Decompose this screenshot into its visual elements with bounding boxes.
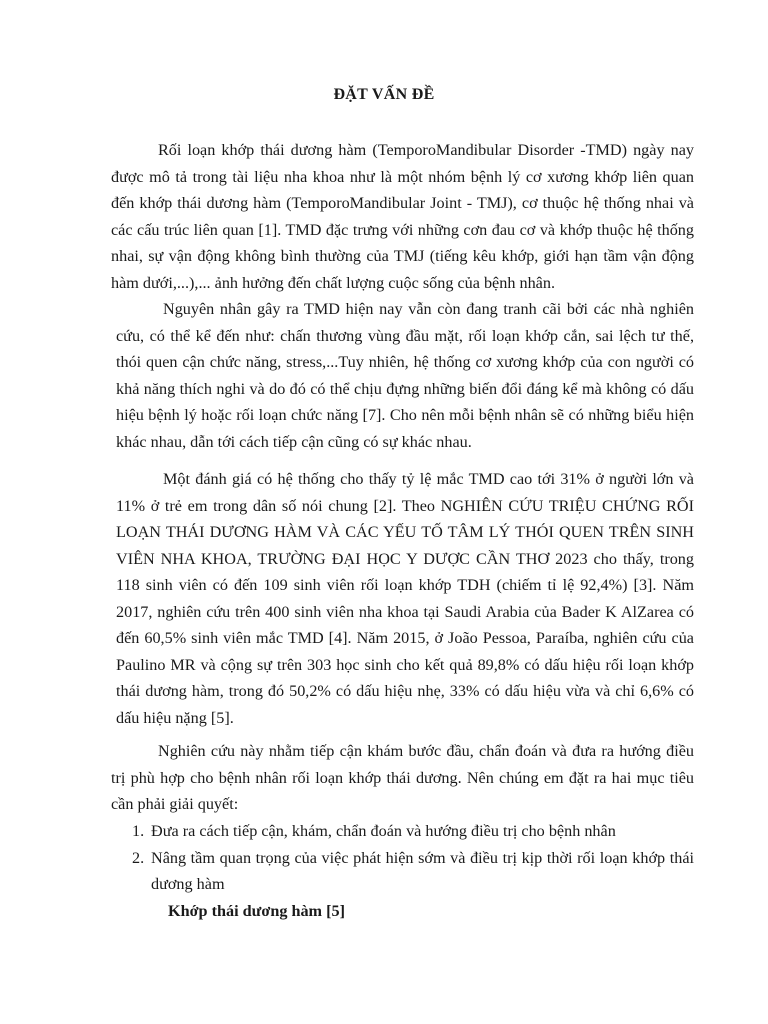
list-item-number: 1.: [132, 822, 145, 840]
list-item: [111, 818, 694, 845]
list-item-number: 2.: [132, 848, 145, 867]
objectives-list: [111, 818, 694, 898]
section-heading: Khớp thái dương hàm [5]: [168, 902, 345, 920]
list-item: [111, 845, 694, 898]
list-item-text: Nâng tầm quan trọng của việc phát hiện sớm và điều trị kịp thời rối loạn khớp thái dương hàm: [151, 848, 694, 893]
list-item-text: Đưa ra cách tiếp cận, khám, chẩn đoán và hướng điều trị cho bệnh nhân: [151, 822, 616, 840]
paragraph-prevalence: Một đánh giá có hệ thống cho thấy tỷ lệ mắc TMD cao tới 31% ở người lớn và 11% ở trẻ em trong dân số nói chung [2]. Theo NGHIÊN CỨU TRIỆU CHỨNG RỐI LOẠN THÁI DƯƠNG HÀM VÀ CÁC YẾU TỐ TÂM LÝ THÓI QUEN TRÊN SINH VIÊN NHA KHOA, TRƯỜNG ĐẠI HỌC Y DƯỢC CẦN THƠ 2023 cho thấy, trong 118 sinh viên có đến 109 sinh viên rối loạn khớp TDH (chiếm tỉ lệ 92,4%) [3]. Năm 2017, nghiên cứu trên 400 sinh viên nha khoa tại Saudi Arabia của Bader K AlZarea có đến 60,5% sinh viên mắc TMD [4]. Năm 2015, ở João Pessoa, Paraíba, nghiên cứu của Paulino MR và cộng sự trên 303 học sinh cho kết quả 89,8% có dấu hiệu rối loạn khớp thái dương hàm, trong đó 50,2% có dấu hiệu nhẹ, 33% có dấu hiệu vừa và chỉ 6,6% có dấu hiệu nặng [5].: [116, 470, 694, 727]
paragraph-aims: Nghiên cứu này nhằm tiếp cận khám bước đầu, chẩn đoán và đưa ra hướng điều trị phù hợp cho bệnh nhân rối loạn khớp thái dương. Nên chúng em đặt ra hai mục tiêu cần phải giải quyết:: [111, 742, 694, 813]
document-title: ĐẶT VẤN ĐỀ: [333, 86, 435, 103]
paragraph-causes: Nguyên nhân gây ra TMD hiện nay vẫn còn đang tranh cãi bởi các nhà nghiên cứu, có thể kể đến như: chấn thương vùng đầu mặt, rối loạn khớp cắn, sai lệch tư thế, thói quen cận chức năng, stress,...Tuy nhiên, hệ thống cơ xương khớp của con người có khả năng thích nghi và do đó có thể chịu đựng những biến đổi đáng kể mà không có dấu hiệu bệnh lý hoặc rối loạn chức năng [7]. Cho nên mỗi bệnh nhân sẽ có những biểu hiện khác nhau, dẫn tới cách tiếp cận cũng có sự khác nhau.: [116, 300, 694, 451]
paragraph-intro: Rối loạn khớp thái dương hàm (TemporoMandibular Disorder -TMD) ngày nay được mô tả trong tài liệu nha khoa như là một nhóm bệnh lý cơ xương khớp liên quan đến khớp thái dương hàm (TemporoMandibular Joint - TMJ), cơ thuộc hệ thống nhai và các cấu trúc liên quan [1]. TMD đặc trưng với những cơn đau cơ và khớp thuộc hệ thống nhai, sự vận động không bình thường của TMJ (tiếng kêu khớp, giới hạn tầm vận động hàm dưới,...),... ảnh hưởng đến chất lượng cuộc sống của bệnh nhân.: [111, 141, 694, 292]
